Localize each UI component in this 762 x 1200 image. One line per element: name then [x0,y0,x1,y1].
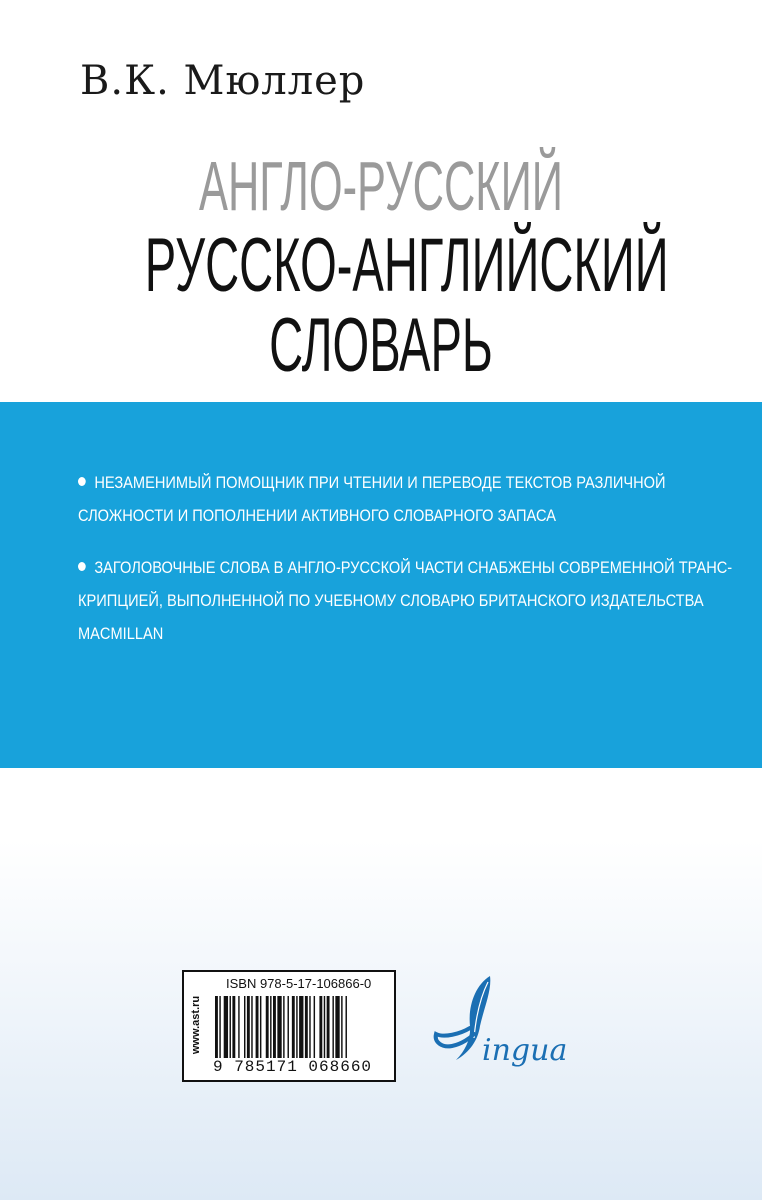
barcode-bar [346,996,347,1058]
title-line-english-russian: АНГЛО-РУССКИЙ [199,147,563,225]
bullet-icon [78,562,86,571]
barcode-bar [273,996,276,1058]
barcode-bar [256,996,259,1058]
barcode-bar [277,996,281,1058]
author-name: В.К. Мюллер [80,58,366,104]
barcode-bar [296,996,297,1058]
barcode-digits: 9 785171 068660 [213,1058,373,1076]
barcode-bar [230,996,231,1058]
barcode-bar [270,996,271,1058]
isbn-label: ISBN 978-5-17-106866-0 [226,976,372,991]
barcode-bar [219,996,220,1058]
feature-2-line-1: ЗАГОЛОВОЧНЫЕ СЛОВА В АНГЛО-РУССКОЙ ЧАСТИ СНАБЖЕНЫ СОВРЕМЕННОЙ ТРАНС- [94,558,733,577]
barcode-bar [224,996,228,1058]
barcode-bar [332,996,333,1058]
feature-item-2 [78,551,733,650]
barcode-bar [292,996,295,1058]
barcode-bar [305,996,308,1058]
barcode-bar [314,996,315,1058]
feature-1-line-2: СЛОЖНОСТИ И ПОПОЛНЕНИИ АКТИВНОГО СЛОВАРНОГО ЗАПАСА [78,506,556,525]
barcode-bar [251,996,252,1058]
barcode-bar [319,996,322,1058]
bullet-icon [78,477,86,486]
logo-wordmark: ingua [482,1033,568,1068]
feature-2-line-2: КРИПЦИЕЙ, ВЫПОЛНЕННОЙ ПО УЧЕБНОМУ СЛОВАРЮ БРИТАНСКОГО ИЗДАТЕЛЬСТВА [78,591,704,610]
barcode-bar [215,996,218,1058]
publisher-url: www.ast.ru [190,995,202,1055]
barcode-bar [232,996,235,1058]
title-line-russian-english: РУССКО-АНГЛИЙСКИЙ [144,223,669,308]
barcode-bar [283,996,284,1058]
barcode-bar [309,996,310,1058]
barcode-bar [238,996,239,1058]
feature-1-line-1: НЕЗАМЕНИМЫЙ ПОМОЩНИК ПРИ ЧТЕНИИ И ПЕРЕВОДЕ ТЕКСТОВ РАЗЛИЧНОЙ [94,473,666,492]
barcode-bar [299,996,303,1058]
title-line-dictionary: СЛОВАРЬ [269,303,493,388]
feature-item-1 [78,466,710,532]
barcode-bar [324,996,325,1058]
barcode-bar [288,996,289,1058]
lingua-logo [430,968,600,1078]
barcode-bar [266,996,269,1058]
barcode-bar [247,996,250,1058]
barcode-bar [244,996,245,1058]
barcode-bars [215,996,389,1058]
barcode-bar [260,996,261,1058]
barcode-bar [327,996,330,1058]
barcode-bar [341,996,342,1058]
barcode-bar [335,996,339,1058]
feature-2-line-3: MACMILLAN [78,624,164,643]
